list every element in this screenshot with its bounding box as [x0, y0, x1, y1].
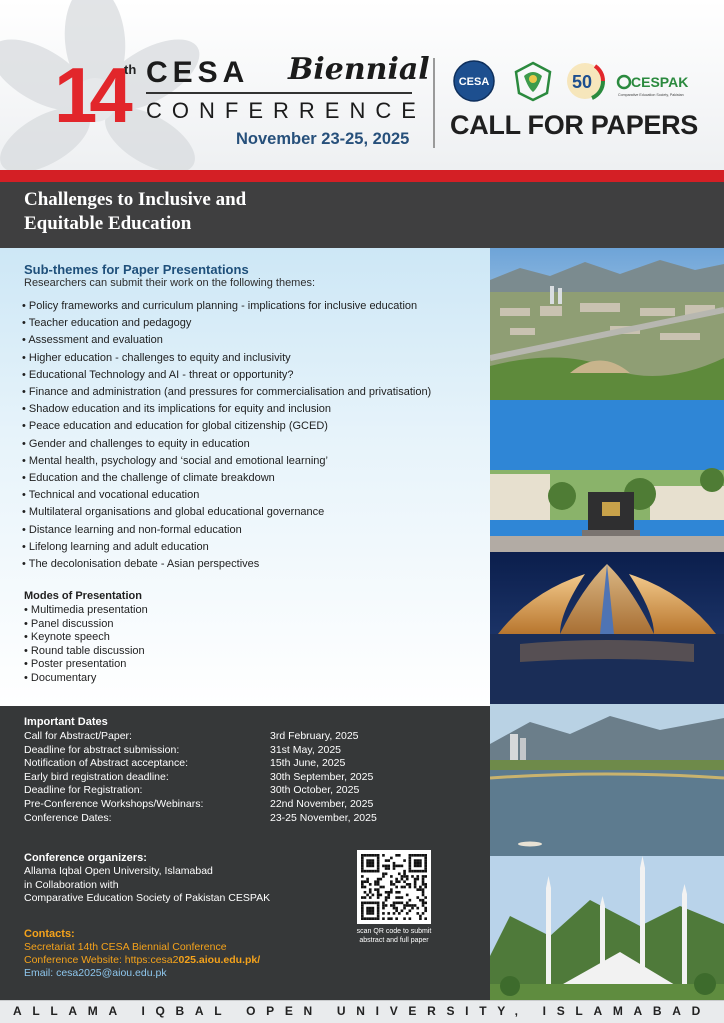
subtheme-item: • Education and the challenge of climate breakdown: [22, 470, 490, 487]
subtheme-item: • Lifelong learning and adult education: [22, 539, 490, 556]
faisal-mosque-photo: [490, 856, 724, 1000]
subtheme-item: • Peace education and education for global citizenship (GCED): [22, 418, 490, 435]
pakistan-monument-photo: [490, 552, 724, 704]
contacts-heading: Contacts:: [24, 928, 75, 940]
organizer-line: Allama Iqbal Open University, Islamabad: [24, 865, 213, 877]
qr-caption-line: abstract and full paper: [359, 937, 429, 944]
important-dates-heading: Important Dates: [24, 716, 108, 728]
title-rule: [146, 92, 412, 94]
organizers-heading: Conference organizers:: [24, 852, 147, 864]
subtheme-item: • Mental health, psychology and ‘social and emotional learning’: [22, 453, 490, 470]
date-value: 30th October, 2025: [270, 784, 360, 797]
organizer-line: in Collaboration with: [24, 878, 119, 891]
subtheme-item: • Teacher education and pedagogy: [22, 315, 490, 332]
date-row: [24, 771, 464, 785]
modes-list: [24, 604, 148, 685]
conference-wordmark: CONFERRENCE: [146, 98, 426, 123]
conference-theme: [24, 188, 404, 236]
aiou-campus-gate-photo: [490, 400, 724, 552]
contact-email[interactable]: Email: cesa2025@aiou.edu.pk: [24, 967, 167, 979]
rawal-lake-photo: [490, 704, 724, 856]
date-label: Early bird registration deadline:: [24, 770, 169, 783]
qr-caption: [342, 927, 446, 945]
date-label: Conference Dates:: [24, 811, 112, 824]
call-for-papers-title: CALL FOR PAPERS: [450, 110, 699, 140]
date-label: Pre-Conference Workshops/Webinars:: [24, 797, 204, 810]
qr-code-image: [361, 854, 427, 920]
mode-item: • Round table discussion: [24, 645, 148, 659]
date-row: [24, 730, 464, 744]
mode-item: • Multimedia presentation: [24, 604, 148, 618]
subtheme-item: • Distance learning and non-formal education: [22, 522, 490, 539]
website-bold: 025.aiou.edu.pk/: [178, 954, 261, 966]
mode-item: • Panel discussion: [24, 618, 148, 632]
mode-item: • Poster presentation: [24, 658, 148, 672]
modes-heading: Modes of Presentation: [24, 590, 142, 602]
important-dates-table: [24, 730, 464, 825]
edition-suffix: th: [124, 62, 137, 77]
cesa-logo: [452, 60, 496, 102]
mode-item: • Keynote speech: [24, 631, 148, 645]
islamabad-aerial-photo: [490, 248, 724, 400]
contact-secretariat: Secretariat 14th CESA Biennial Conference: [24, 941, 227, 953]
contact-website[interactable]: [24, 954, 260, 967]
date-value: 23-25 November, 2025: [270, 811, 377, 824]
cesa-logo-text: CESA: [458, 76, 490, 88]
date-label: Deadline for Registration:: [24, 784, 143, 797]
subthemes-list: [22, 298, 490, 573]
subtheme-item: • Multilateral organisations and global educational governance: [22, 504, 490, 521]
date-label: Deadline for abstract submission:: [24, 743, 180, 756]
conference-dates: November 23-25, 2025: [236, 130, 410, 148]
partner-logos: [452, 60, 712, 102]
subtheme-item: • Educational Technology and AI - threat or opportunity?: [22, 367, 490, 384]
cespak-logo-subtext: Comparative Education Society, Pakistan: [618, 93, 684, 97]
fifty-logo-text: 50: [571, 72, 593, 92]
qr-caption-line: scan QR code to submit: [356, 928, 432, 935]
subtheme-item: • Technical and vocational education: [22, 487, 490, 504]
aiou-emblem-logo: [510, 60, 556, 102]
date-row: [24, 812, 464, 826]
date-label: Notification of Abstract acceptance:: [24, 757, 189, 770]
cesa-wordmark: CESA: [146, 56, 250, 89]
subthemes-heading: Sub-themes for Paper Presentations: [24, 262, 249, 277]
subtheme-item: • Gender and challenges to equity in education: [22, 436, 490, 453]
subtheme-item: • Finance and administration (and pressures for commercialisation and privatisation): [22, 384, 490, 401]
aiou-50-years-logo: [562, 60, 608, 102]
subtheme-item: • The decolonisation debate - Asian perspectives: [22, 556, 490, 573]
subtheme-item: • Policy frameworks and curriculum planning - implications for inclusive education: [22, 298, 490, 315]
contact-lines: [24, 941, 260, 980]
cespak-logo-text: CESPAK: [631, 74, 689, 90]
date-value: 3rd February, 2025: [270, 730, 359, 742]
website-label: Conference Website: https:cesa2: [24, 954, 179, 966]
mode-item: • Documentary: [24, 672, 148, 686]
organizer-line: Comparative Education Society of Pakistan CESPAK: [24, 892, 271, 904]
subthemes-intro: Researchers can submit their work on the following themes:: [24, 277, 316, 289]
theme-line-2: Equitable Education: [24, 213, 192, 234]
date-value: 15th June, 2025: [270, 757, 346, 770]
header-divider: [433, 58, 435, 148]
footer-text: ALLAMA IQBAL OPEN UNIVERSITY, ISLAMABAD: [13, 1004, 711, 1018]
date-row: [24, 784, 464, 798]
edition-number: 14: [54, 51, 125, 139]
subtheme-item: • Higher education - challenges to equity and inclusivity: [22, 350, 490, 367]
date-value: 22nd November, 2025: [270, 797, 374, 810]
biennial-script: Biennial: [288, 52, 430, 87]
date-label: Call for Abstract/Paper:: [24, 730, 132, 742]
theme-line-1: Challenges to Inclusive and: [24, 189, 247, 210]
date-value: 31st May, 2025: [270, 743, 342, 756]
date-row: [24, 798, 464, 812]
organizers-lines: [24, 865, 270, 906]
date-value: 30th September, 2025: [270, 770, 374, 783]
date-row: [24, 757, 464, 771]
red-accent-bar: [0, 170, 724, 182]
date-row: [24, 744, 464, 758]
qr-code[interactable]: [357, 850, 431, 924]
cespak-logo: [616, 60, 712, 102]
subtheme-item: • Shadow education and its implications for equity and inclusion: [22, 401, 490, 418]
subtheme-item: • Assessment and evaluation: [22, 332, 490, 349]
